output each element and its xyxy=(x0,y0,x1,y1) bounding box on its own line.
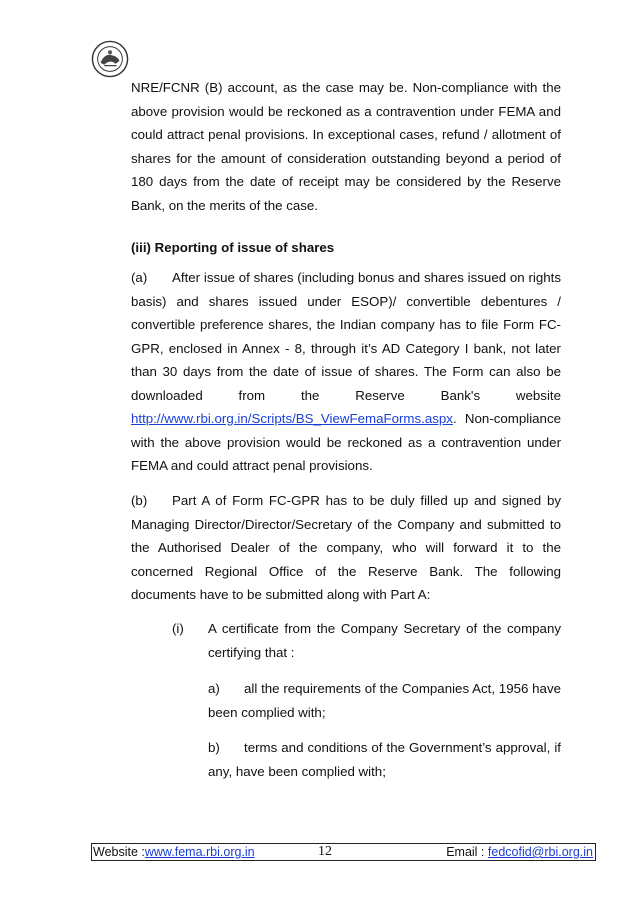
paragraph-a-text: After issue of shares (including bonus and shares issued on rights basis) and shares issued under ESOP)/ convertible debentures / convertible preference shares, the Indian company has to file Form FC-GPR, enclosed in Annex - 8, through it’s AD Category I bank, not later than 30 days from the date of issue of shares. The Form can also be downloaded from the Reserve Bank's website xyxy=(131,270,561,403)
rbi-logo-icon xyxy=(91,40,129,78)
footer-email xyxy=(446,844,593,860)
rbi-forms-link[interactable]: http://www.rbi.org.in/Scripts/BS_ViewFemaForms.aspx xyxy=(131,411,453,426)
paragraph-a-marker: (a) xyxy=(131,270,148,285)
item-i-text: A certificate from the Company Secretary of the company certifying that : xyxy=(208,621,561,660)
sub-item-b-text: terms and conditions of the Government’s approval, if any, have been complied with; xyxy=(208,740,561,779)
page-footer xyxy=(91,843,596,861)
paragraph-a xyxy=(131,266,561,478)
paragraph-continuation: NRE/FCNR (B) account, as the case may be. Non-compliance with the above provision would be reckoned as a contravention under FEMA and could attract penal provisions. In exceptional cases, refund / allotment of shares for the amount of consideration outstanding beyond a period of 180 days from the date of receipt may be considered by the Reserve Bank, on the merits of the case. xyxy=(131,80,561,213)
sub-item-a-marker: a) xyxy=(208,681,220,696)
footer-email-label: Email : xyxy=(446,845,488,859)
footer-website-label: Website : xyxy=(93,845,145,859)
footer-website xyxy=(93,844,255,860)
sub-item-a-text: all the requirements of the Companies Act, 1956 have been complied with; xyxy=(208,681,561,720)
page-number: 12 xyxy=(318,844,332,859)
section-heading: (iii) Reporting of issue of shares xyxy=(131,240,335,255)
footer-website-link[interactable]: www.fema.rbi.org.in xyxy=(144,845,255,859)
footer-email-link[interactable]: fedcofid@rbi.org.in xyxy=(487,845,593,859)
paragraph-b-marker: (b) xyxy=(131,493,148,508)
paragraph-b xyxy=(131,489,561,607)
paragraph-b-text: Part A of Form FC-GPR has to be duly filled up and signed by Managing Director/Director/Secretary of the Company and submitted to the Authorised Dealer of the company, who will forward it to the concerned Regional Office of the Reserve Bank. The following documents have to be submitted along with Part A: xyxy=(131,493,561,602)
sub-item-b-marker: b) xyxy=(208,740,220,755)
item-i-marker: (i) xyxy=(172,621,184,636)
paragraph-a-after: . Non-compliance with the above provision would be reckoned as a contravention under FEMA and could attract penal provisions. xyxy=(131,411,561,473)
